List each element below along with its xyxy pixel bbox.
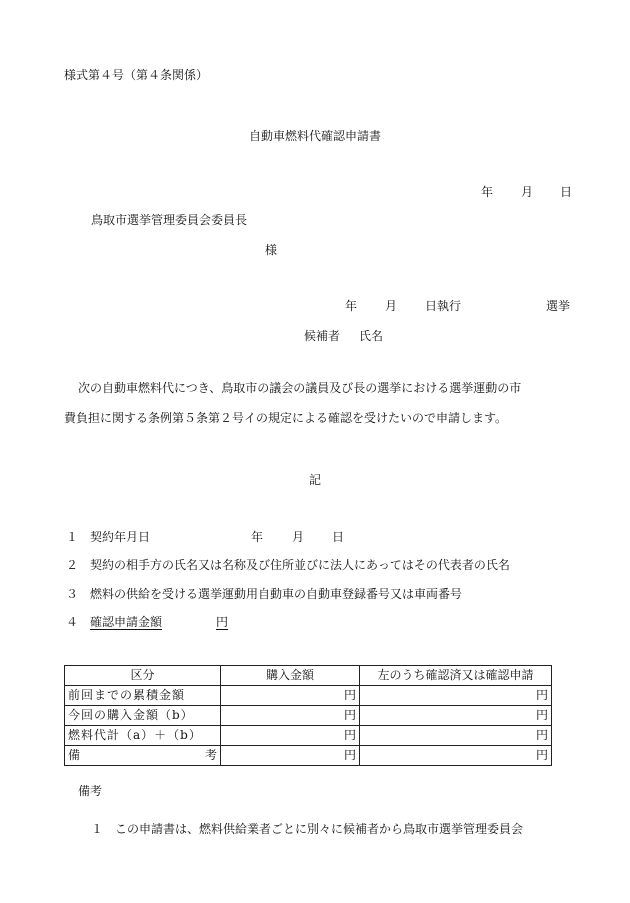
item-number: ４ (66, 615, 79, 629)
table-row (65, 706, 552, 726)
amount-field (90, 614, 228, 630)
row-label-part: 考 (204, 748, 217, 762)
table-header-row (65, 666, 552, 686)
yen-unit: 円 (216, 615, 229, 629)
confirmed-amount-cell: 円 (360, 686, 552, 706)
table-row (65, 726, 552, 746)
election-month-label: 月 (385, 299, 398, 313)
candidate-name-label: 氏名 (359, 329, 384, 343)
header-purchase-amount: 購入金額 (221, 666, 360, 686)
notes-title: 備考 (78, 784, 103, 798)
honorific: 様 (265, 243, 278, 257)
row-label: 前回までの累積金額 (65, 686, 221, 706)
purchase-amount-cell: 円 (221, 706, 360, 726)
amount-table (64, 665, 552, 766)
election-day-exec-label: 日執行 (425, 299, 462, 313)
item-month-label: 月 (292, 530, 305, 544)
row-label-part: 備 (68, 748, 81, 762)
body-line-2: 費負担に関する条例第５条第２号イの規定による確認を受けたいので申請します。 (64, 411, 508, 425)
candidate-label: 候補者 (304, 329, 341, 343)
item-text: 契約年月日 (90, 530, 151, 544)
date-year-label: 年 (481, 185, 494, 199)
body-line-1: 次の自動車燃料代につき、鳥取市の議会の議員及び長の選挙における選挙運動の市 (78, 381, 522, 395)
item-text: 燃料の供給を受ける選挙運動用自動車の自動車登録番号又は車両番号 (90, 587, 463, 601)
date-day-label: 日 (560, 185, 573, 199)
remarks-row-label (65, 746, 221, 766)
item-number: １ (66, 530, 79, 544)
table-row (65, 686, 552, 706)
table-row (65, 746, 552, 766)
header-confirmed-amount: 左のうち確認済又は確認申請 (360, 666, 552, 686)
addressee: 鳥取市選挙管理委員会委員長 (91, 213, 248, 227)
election-year-label: 年 (345, 299, 358, 313)
election-label: 選挙 (546, 299, 571, 313)
item-number: ３ (66, 587, 79, 601)
purchase-amount-cell: 円 (221, 726, 360, 746)
note-text: この申請書は、燃料供給業者ごとに別々に候補者から鳥取市選挙管理委員会 (115, 822, 524, 836)
purchase-amount-cell: 円 (221, 746, 360, 766)
item-day-label: 日 (332, 530, 345, 544)
header-category: 区分 (65, 666, 221, 686)
form-id: 様式第４号（第４条関係） (64, 68, 209, 82)
confirmed-amount-cell: 円 (360, 706, 552, 726)
date-month-label: 月 (521, 185, 534, 199)
item-text: 確認申請金額 (90, 615, 163, 629)
note-number: １ (91, 822, 104, 836)
row-label: 今回の購入金額（b） (65, 706, 221, 726)
row-label: 燃料代計（a）＋（b） (65, 726, 221, 746)
ki-heading: 記 (308, 473, 321, 487)
page-title: 自動車燃料代確認申請書 (248, 129, 381, 143)
confirmed-amount-cell: 円 (360, 746, 552, 766)
item-number: ２ (66, 558, 79, 572)
item-year-label: 年 (251, 530, 264, 544)
confirmed-amount-cell: 円 (360, 726, 552, 746)
purchase-amount-cell: 円 (221, 686, 360, 706)
item-text: 契約の相手方の氏名又は名称及び住所並びに法人にあってはその代表者の氏名 (90, 558, 510, 572)
